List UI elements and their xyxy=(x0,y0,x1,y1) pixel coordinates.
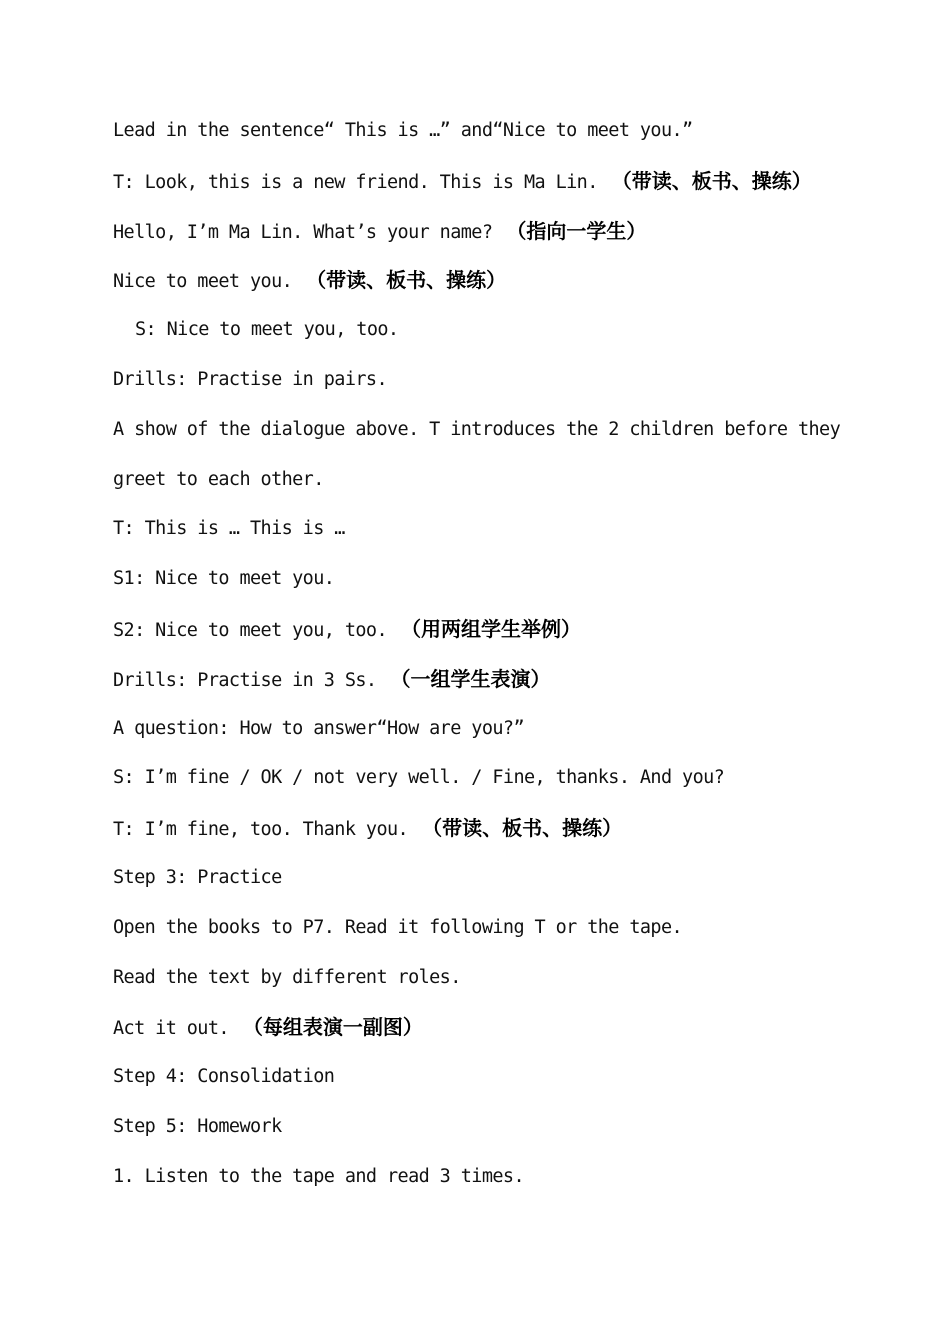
student-response-line xyxy=(113,309,853,359)
line-text: Open the books to P7. Read it following T or the tape. xyxy=(113,916,683,938)
line-text: Step 5: Homework xyxy=(113,1115,282,1137)
line-text: T: I’m fine, too. Thank you. xyxy=(113,819,409,841)
line-text: S: Nice to meet you, too. xyxy=(135,319,399,341)
dialogue-show-line xyxy=(113,409,853,459)
line-note: （带读、板书、操练） xyxy=(422,816,623,841)
teacher-answer-line xyxy=(113,807,853,857)
read-roles-line xyxy=(113,957,853,1007)
line-note: （指向一学生） xyxy=(506,218,647,243)
line-text: S: I’m fine / OK / not very well. / Fine, thanks. And you? xyxy=(113,767,725,789)
line-text: A show of the dialogue above. T introduces the 2 children before they xyxy=(113,418,841,440)
line-text: Drills: Practise in pairs. xyxy=(113,368,387,390)
line-text: S2: Nice to meet you, too. xyxy=(113,619,387,641)
line-text: Step 3: Practice xyxy=(113,866,282,888)
line-text: Act it out. xyxy=(113,1018,229,1040)
step-5-heading xyxy=(113,1106,853,1156)
line-text: S1: Nice to meet you. xyxy=(113,568,335,590)
open-books-line xyxy=(113,907,853,957)
step-3-heading xyxy=(113,857,853,907)
line-text: Hello, I’m Ma Lin. What’s your name? xyxy=(113,221,493,243)
lesson-plan-body xyxy=(113,110,853,1206)
line-text: T: Look, this is a new friend. This is Ma Lin. xyxy=(113,171,598,193)
student-answer-line xyxy=(113,757,853,807)
line-text: Drills: Practise in 3 Ss. xyxy=(113,669,377,691)
step-4-heading xyxy=(113,1056,853,1106)
line-text: A question: How to answer“How are you?” xyxy=(113,717,524,739)
line-note: （用两组学生举例） xyxy=(401,616,581,641)
line-text: 1. Listen to the tape and read 3 times. xyxy=(113,1165,524,1187)
dialogue-show-continued-line xyxy=(113,459,853,509)
line-note: （一组学生表演） xyxy=(390,666,551,691)
line-note: （每组表演一副图） xyxy=(242,1015,423,1040)
line-text: Nice to meet you. xyxy=(113,271,293,293)
lead-in-line xyxy=(113,110,853,160)
line-text: Lead in the sentence“ This is …” and“Nice to meet you.” xyxy=(113,120,693,141)
line-note: （带读、板书、操练） xyxy=(611,168,812,193)
line-note: （带读、板书、操练） xyxy=(306,268,507,293)
s2-line xyxy=(113,608,853,658)
s1-line xyxy=(113,558,853,608)
homework-item-1 xyxy=(113,1156,853,1206)
drills-three-line xyxy=(113,658,853,708)
line-text: Read the text by different roles. xyxy=(113,966,461,988)
line-text: T: This is … This is … xyxy=(113,518,345,540)
hello-line xyxy=(113,210,853,260)
teacher-introduction-line xyxy=(113,160,853,210)
question-line xyxy=(113,708,853,758)
nice-to-meet-you-line xyxy=(113,259,853,309)
teacher-this-is-line xyxy=(113,508,853,558)
drills-pairs-line xyxy=(113,359,853,409)
line-text: Step 4: Consolidation xyxy=(113,1066,335,1088)
line-text: greet to each other. xyxy=(113,468,324,490)
act-it-out-line xyxy=(113,1006,853,1056)
